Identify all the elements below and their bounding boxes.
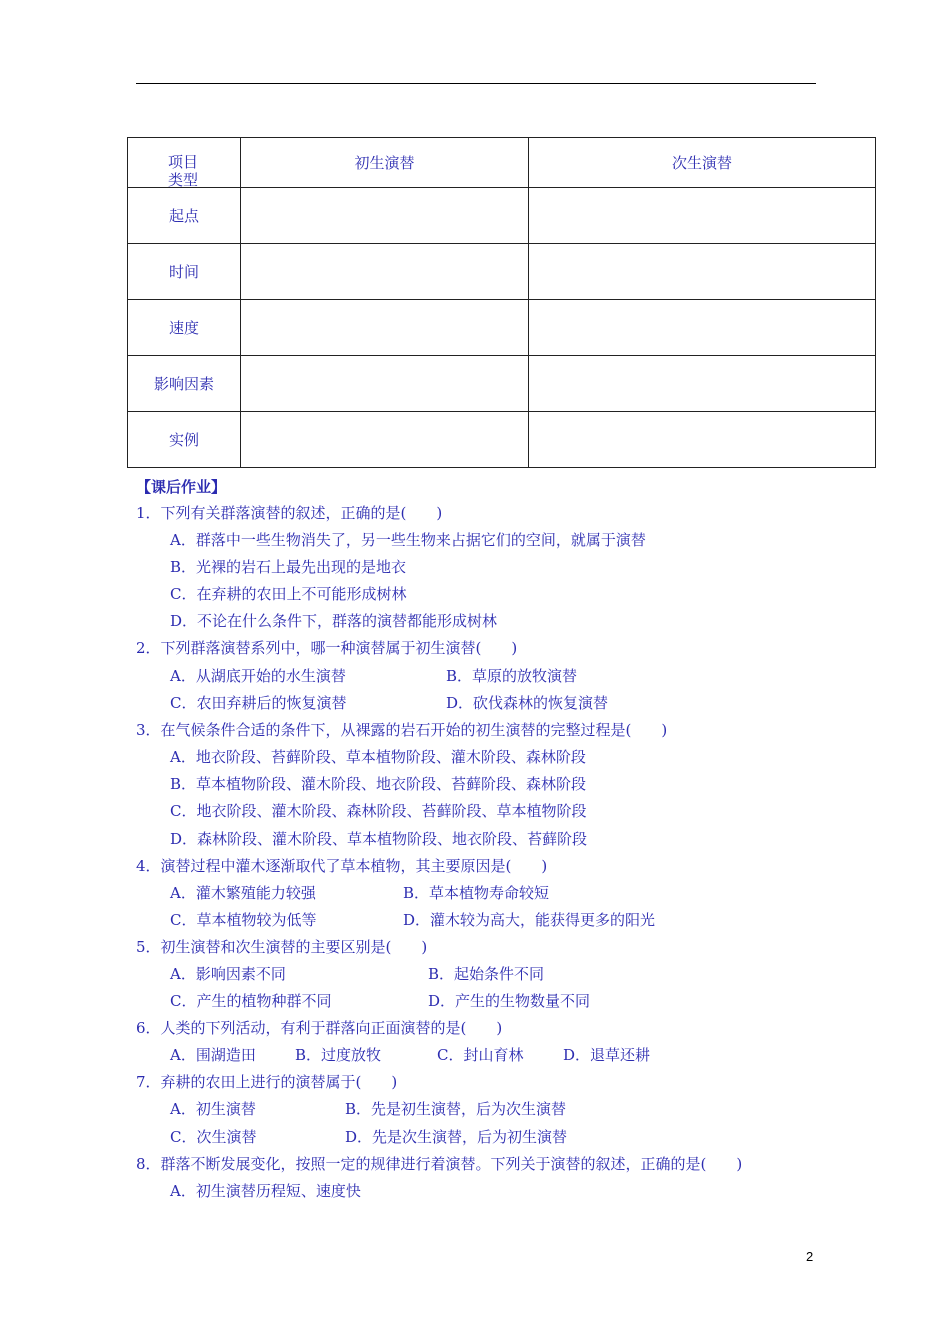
header-corner-bottom: 类型 <box>168 171 199 189</box>
question-2-option-c: C．农田弃耕后的恢复演替 <box>170 694 347 712</box>
blank-cell <box>529 244 876 300</box>
table-row <box>128 188 876 244</box>
blank-cell <box>241 412 529 468</box>
blank-cell <box>529 412 876 468</box>
blank-cell <box>241 356 529 412</box>
header-secondary-succession: 次生演替 <box>529 138 876 188</box>
header-primary-succession: 初生演替 <box>241 138 529 188</box>
question-1-option-c: C．在弃耕的农田上不可能形成树林 <box>170 585 407 603</box>
question-4-option-a: A．灌木繁殖能力较强 <box>170 884 316 902</box>
page-number: 2 <box>806 1249 814 1264</box>
blank-cell <box>529 188 876 244</box>
row-label: 速度 <box>128 300 241 356</box>
question-8-stem: 8．群落不断发展变化，按照一定的规律进行着演替。下列关于演替的叙述，正确的是( ) <box>136 1155 743 1173</box>
question-7-option-b: B．先是初生演替，后为次生演替 <box>345 1100 567 1118</box>
question-8-option-a: A．初生演替历程短、速度快 <box>170 1182 361 1200</box>
question-7-option-d: D．先是次生演替，后为初生演替 <box>345 1128 568 1146</box>
question-7-option-a: A．初生演替 <box>170 1100 256 1118</box>
table-row <box>128 356 876 412</box>
header-corner-cell <box>128 138 241 188</box>
row-label: 起点 <box>128 188 241 244</box>
header-rule <box>136 83 816 84</box>
question-3-stem: 3．在气候条件合适的条件下，从裸露的岩石开始的初生演替的完整过程是( ) <box>136 721 668 739</box>
header-corner-top: 项目 <box>168 153 199 171</box>
question-3-option-d: D．森林阶段、灌木阶段、草本植物阶段、地衣阶段、苔藓阶段 <box>170 830 588 848</box>
table-row <box>128 300 876 356</box>
question-6-stem: 6．人类的下列活动，有利于群落向正面演替的是( ) <box>136 1019 503 1037</box>
table-row <box>128 244 876 300</box>
succession-comparison-table <box>127 137 876 468</box>
question-2-option-b: B．草原的放牧演替 <box>446 667 578 685</box>
table-header-row <box>128 138 876 188</box>
row-label: 时间 <box>128 244 241 300</box>
question-2-option-d: D．砍伐森林的恢复演替 <box>446 694 609 712</box>
question-2-option-a: A．从湖底开始的水生演替 <box>170 667 346 685</box>
question-5-option-d: D．产生的生物数量不同 <box>428 992 591 1010</box>
blank-cell <box>529 300 876 356</box>
question-3-option-c: C．地衣阶段、灌木阶段、森林阶段、苔藓阶段、草本植物阶段 <box>170 802 587 820</box>
row-label: 实例 <box>128 412 241 468</box>
table-row <box>128 412 876 468</box>
blank-cell <box>241 188 529 244</box>
question-4-option-b: B．草本植物寿命较短 <box>403 884 550 902</box>
question-5-option-a: A．影响因素不同 <box>170 965 286 983</box>
question-7-stem: 7．弃耕的农田上进行的演替属于( ) <box>136 1073 398 1091</box>
row-label: 影响因素 <box>128 356 241 412</box>
question-1-option-a: A．群落中一些生物消失了，另一些生物来占据它们的空间，就属于演替 <box>170 531 646 549</box>
section-title: 【课后作业】 <box>136 478 227 496</box>
question-1-stem: 1．下列有关群落演替的叙述，正确的是( ) <box>136 504 443 522</box>
question-4-stem: 4．演替过程中灌木逐渐取代了草本植物，其主要原因是( ) <box>136 857 548 875</box>
question-6-option-b: B．过度放牧 <box>295 1046 382 1064</box>
blank-cell <box>241 244 529 300</box>
question-6-option-d: D．退草还耕 <box>563 1046 651 1064</box>
question-3-option-a: A．地衣阶段、苔藓阶段、草本植物阶段、灌木阶段、森林阶段 <box>170 748 586 766</box>
question-1-option-d: D．不论在什么条件下，群落的演替都能形成树林 <box>170 612 498 630</box>
question-3-option-b: B．草本植物阶段、灌木阶段、地衣阶段、苔藓阶段、森林阶段 <box>170 775 587 793</box>
question-5-stem: 5．初生演替和次生演替的主要区别是( ) <box>136 938 428 956</box>
blank-cell <box>241 300 529 356</box>
question-6-option-a: A．围湖造田 <box>170 1046 256 1064</box>
question-4-option-d: D．灌木较为高大，能获得更多的阳光 <box>403 911 656 929</box>
question-4-option-c: C．草本植物较为低等 <box>170 911 317 929</box>
question-2-stem: 2．下列群落演替系列中，哪一种演替属于初生演替( ) <box>136 639 518 657</box>
question-6-option-c: C．封山育林 <box>437 1046 524 1064</box>
blank-cell <box>529 356 876 412</box>
question-5-option-b: B．起始条件不同 <box>428 965 545 983</box>
question-1-option-b: B．光裸的岩石上最先出现的是地衣 <box>170 558 407 576</box>
question-5-option-c: C．产生的植物种群不同 <box>170 992 332 1010</box>
question-7-option-c: C．次生演替 <box>170 1128 257 1146</box>
